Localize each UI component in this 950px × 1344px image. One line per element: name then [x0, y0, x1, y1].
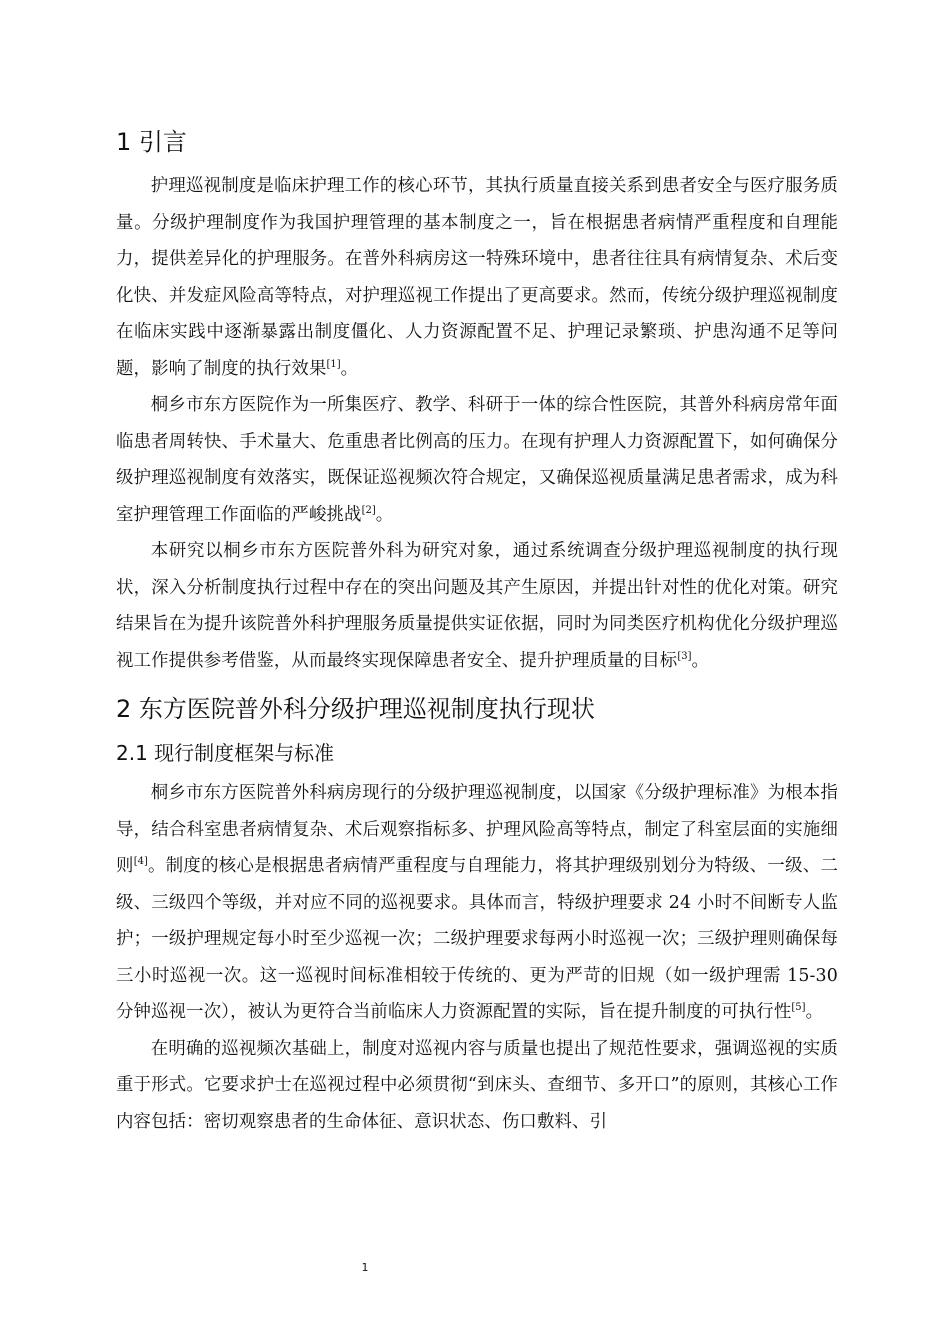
paragraph-text: 护理巡视制度是临床护理工作的核心环节，其执行质量直接关系到患者安全与医疗服务质量。分级护理制度作为我国护理管理的基本制度之一，旨在根据患者病情严重程度和自理能力，提供差异化的护理服务。在普外科病房这一特殊环境中，患者往往具有病情复杂、术后变化快、并发症风险高等特点，对护理巡视工作提出了更高要求。然而，传统分级护理巡视制度在临床实践中逐渐暴露出制度僵化、人力资源配置不足、护理记录繁琐、护患沟通不足等问题，影响了制度的执行效果 [116, 176, 838, 379]
paragraph-text: 本研究以桐乡市东方医院普外科为研究对象，通过系统调查分级护理巡视制度的执行现状，深入分析制度执行过程中存在的突出问题及其产生原因，并提出针对性的优化对策。研究结果旨在为提升该院普外科护理服务质量提供实证依据，同时为同类医疗机构优化分级护理巡视工作提供参考借鉴，从而最终实现保障患者安全、提升护理质量的目标 [116, 541, 838, 671]
paragraph-end: 。 [375, 504, 394, 525]
page-body [116, 122, 838, 1140]
paragraph-text-continued: 。制度的核心是根据患者病情严重程度与自理能力，将其护理级别划分为特级、一级、二级、三级四个等级，并对应不同的巡视要求。具体而言，特级护理要求 24 小时不间断专人监护；一级护理规定每小时至少巡视一次；二级护理要求每两小时巡视一次；三级护理则确保每三小时巡视一次。这一巡视时间标准相较于传统的、更为严苛的旧规（如一级护理需 15-30 分钟巡视一次），被认为更符合当前临床人力资源配置的实际，旨在提升制度的可执行性 [116, 856, 838, 1022]
framework-paragraph-2 [116, 1031, 838, 1141]
citation-ref-2[interactable]: [2] [361, 504, 376, 516]
paragraph-end: 。 [340, 358, 359, 379]
citation-ref-3[interactable]: [3] [677, 650, 692, 662]
paragraph-end: 。 [805, 1002, 824, 1022]
section-heading-current-status: 2 东方医院普外科分级护理巡视制度执行现状 [116, 695, 595, 723]
paragraph-text: 在明确的巡视频次基础上，制度对巡视内容与质量也提出了规范性要求，强调巡视的实质重于形式。它要求护士在巡视过程中必须贯彻“到床头、查细节、多开口”的原则，其核心工作内容包括：密切观察患者的生命体征、意识状态、伤口敷料、引 [116, 1038, 838, 1132]
paragraph-text: 桐乡市东方医院作为一所集医疗、教学、科研于一体的综合性医院，其普外科病房常年面临患者周转快、手术量大、危重患者比例高的压力。在现有护理人力资源配置下，如何确保分级护理巡视制度有效落实，既保证巡视频次符合规定，又确保巡视质量满足患者需求，成为科室护理管理工作面临的严峻挑战 [116, 395, 838, 525]
citation-ref-4[interactable]: [4] [133, 856, 148, 867]
intro-paragraph-2 [116, 387, 838, 533]
intro-paragraph-1 [116, 168, 838, 387]
paragraph-text: 桐乡市东方医院普外科病房现行的分级护理巡视制度，以国家《分级护理标准》为根本指导，结合科室患者病情复杂、术后观察指标多、护理风险高等特点，制定了科室层面的实施细则 [116, 783, 838, 876]
subsection-heading-framework: 2.1 现行制度框架与标准 [116, 741, 335, 765]
page-number: 1 [361, 1261, 369, 1274]
framework-paragraph-1 [116, 775, 838, 1031]
citation-ref-1[interactable]: [1] [326, 358, 341, 370]
paragraph-end: 。 [691, 650, 710, 671]
section-heading-introduction: 1 引言 [116, 128, 187, 156]
intro-paragraph-3 [116, 533, 838, 679]
citation-ref-5[interactable]: [5] [791, 1002, 806, 1013]
